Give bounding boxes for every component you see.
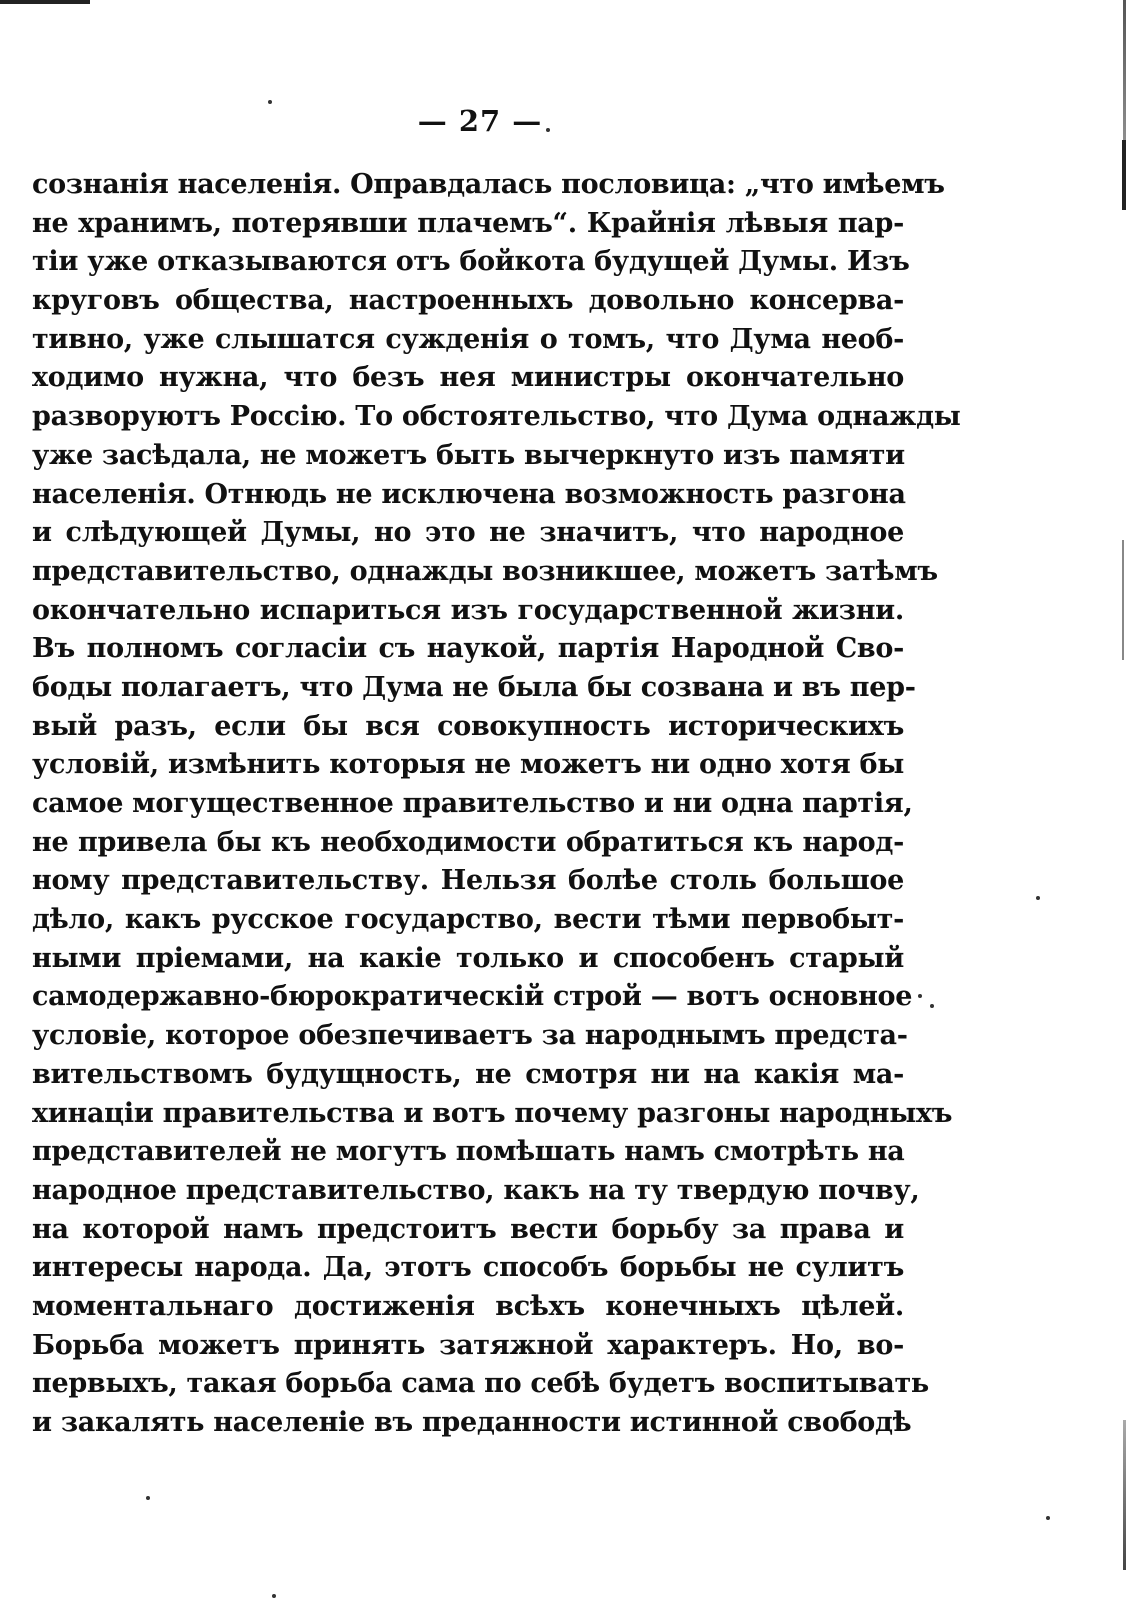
scan-speck	[930, 1004, 934, 1008]
text-line: интересы народа. Да, этотъ способъ борьбы не сулитъ	[32, 1252, 904, 1284]
text-line: на которой намъ предстоитъ вести борьбу за права и	[32, 1213, 904, 1245]
text-line: тивно, уже слышатся сужденія о томъ, что Дума необ-	[32, 323, 904, 355]
text-line: дѣло, какъ русское государство, вести тѣми первобыт-	[32, 904, 904, 936]
text-line: представительство, однажды возникшее, можетъ затѣмъ	[32, 555, 938, 587]
text-line: условій, измѣнить которыя не можетъ ни одно хотя бы	[32, 749, 904, 781]
text-line: окончательно испариться изъ государственной жизни.	[32, 594, 904, 626]
text-line: моментальнаго достиженія всѣхъ конечныхъ цѣлей.	[32, 1290, 904, 1322]
text-line: круговъ общества, настроенныхъ довольно консерва-	[32, 285, 904, 317]
text-line: разворуютъ Россію. То обстоятельство, что Дума однажды	[32, 401, 961, 433]
text-line: самое могущественное правительство и ни одна партія,	[32, 788, 913, 819]
text-line: и слѣдующей Думы, но это не значитъ, что народное	[32, 517, 904, 549]
scan-edge-top	[0, 0, 90, 4]
body-text	[32, 166, 961, 1443]
text-line: Борьба можетъ принять затяжной характеръ. Но, во-	[32, 1329, 904, 1361]
text-line: условіе, которое обезпечиваетъ за народнымъ предста-	[32, 1020, 908, 1052]
scan-speck	[1036, 896, 1040, 900]
scan-speck	[1046, 1516, 1050, 1520]
text-line: ному представительству. Нельзя болѣе столь большое	[32, 865, 904, 897]
scan-edge-right	[1123, 1420, 1126, 1570]
text-line: вительствомъ будущность, не смотря ни на какія ма-	[32, 1058, 904, 1090]
scan-edge-right	[1122, 540, 1124, 660]
text-line: боды полагаетъ, что Дума не была бы созвана и въ пер-	[32, 671, 916, 703]
text-line: населенія. Отнюдь не исключена возможность разгона	[32, 478, 906, 510]
text-line: хинаціи правительства и вотъ почему разгоны народныхъ	[32, 1097, 953, 1129]
text-line: представителей не могутъ помѣшать намъ смотрѣть на	[32, 1136, 905, 1168]
text-line: и закалять населеніе въ преданности истинной свободѣ	[32, 1407, 912, 1438]
text-line: ными пріемами, на какіе только и способенъ старый	[32, 942, 904, 974]
text-line: уже засѣдала, не можетъ быть вычеркнуто изъ памяти	[32, 439, 905, 471]
text-line: не привела бы къ необходимости обратиться къ народ-	[32, 826, 904, 858]
scan-speck	[146, 1496, 150, 1500]
text-line: самодержавно-бюрократическій строй — вотъ основное	[32, 981, 913, 1013]
scan-speck	[918, 994, 922, 998]
text-line: сознанія населенія. Оправдалась пословица: „что имѣемъ	[32, 169, 945, 200]
scan-edge-right	[1122, 140, 1126, 210]
scan-speck	[272, 1594, 276, 1598]
text-line: ходимо нужна, что безъ нея министры окончательно	[32, 362, 904, 394]
text-line: тіи уже отказываются отъ бойкота будущей Думы. Изъ	[32, 246, 910, 278]
text-line: первыхъ, такая борьба сама по себѣ будетъ воспитывать	[32, 1368, 929, 1400]
text-line: народное представительство, какъ на ту твердую почву,	[32, 1174, 920, 1206]
text-line: не хранимъ, потерявши плачемъ“. Крайнія лѣвыя пар-	[32, 207, 904, 239]
page-number: — 27 —	[417, 104, 543, 138]
text-line: Въ полномъ согласіи съ наукой, партія Народной Сво-	[32, 633, 904, 665]
text-line: вый разъ, если бы вся совокупность историческихъ	[32, 710, 904, 742]
